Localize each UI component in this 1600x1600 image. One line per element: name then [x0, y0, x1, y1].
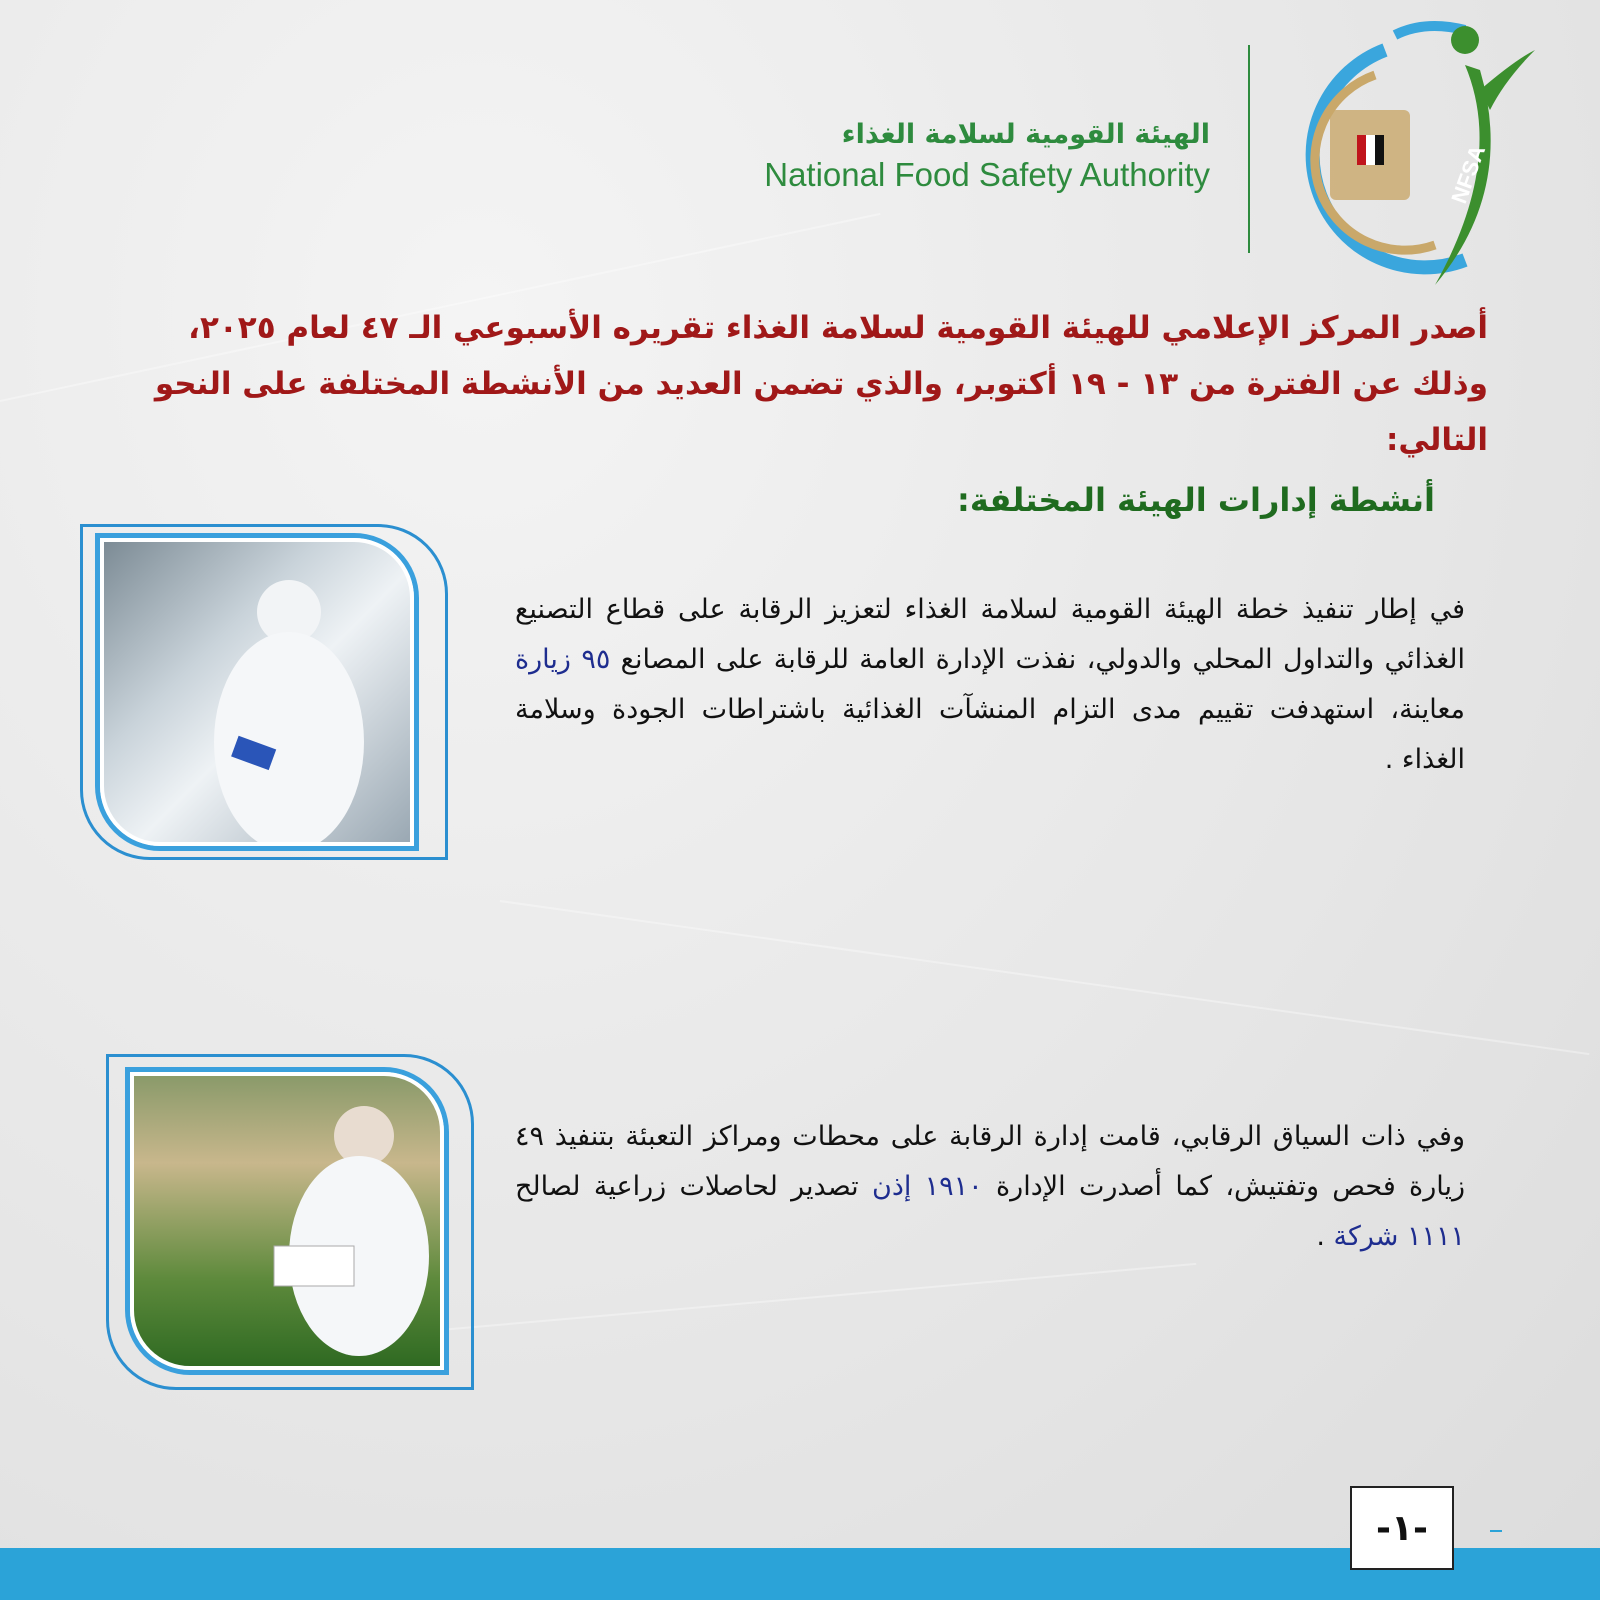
- export-permits-highlight: ١٩١٠ إذن: [871, 1171, 983, 1202]
- section-title: أنشطة إدارات الهيئة المختلفة:: [957, 481, 1435, 519]
- page-number: -١-: [1350, 1486, 1454, 1570]
- companies-count-highlight: ١١١١ شركة: [1333, 1221, 1465, 1252]
- paragraph-factory-inspections: [515, 585, 1465, 785]
- inspector-figure-icon: [104, 542, 410, 842]
- paper-texture: [500, 900, 1590, 1055]
- paragraph2-text: وفي ذات السياق الرقابي، قامت إدارة الرقابة على محطات ومراكز التعبئة بتنفيذ ٤٩ زيارة فحص وتفتيش، كما أصدرت الإدارة: [515, 1121, 1466, 1202]
- intro-text: [48, 300, 1488, 468]
- paragraph1-text-end: معاينة، استهدفت تقييم مدى التزام المنشآت الغذائية باشتراطات الجودة وسلامة الغذاء .: [515, 694, 1465, 775]
- decorative-dash: [1490, 1530, 1502, 1532]
- paragraph1-text: في إطار تنفيذ خطة الهيئة القومية لسلامة الغذاء لتعزيز الرقابة على قطاع التصنيع الغذائي والتداول المحلي والدولي، نفذت الإدارة العامة للرقابة على المصانع: [515, 594, 1465, 675]
- org-name-english: National Food Safety Authority: [764, 156, 1210, 193]
- intro-block: [48, 300, 1488, 524]
- intro-line-2: وذلك عن الفترة من ١٣ - ١٩ أكتوبر، والذي تضمن العديد من الأنشطة المختلفة على النحو التالي:: [154, 366, 1488, 458]
- org-name-block: [764, 118, 1210, 194]
- intro-line-1: أصدر المركز الإعلامي للهيئة القومية لسلامة الغذاء تقريره الأسبوعي الـ ٤٧ لعام ٢٠٢٥،: [188, 310, 1488, 346]
- paragraph2-text-mid: تصدير لحاصلات زراعية لصالح: [515, 1171, 872, 1202]
- visits-count-highlight: ٩٥ زيارة: [515, 644, 611, 675]
- org-name-arabic: الهيئة القومية لسلامة الغذاء: [841, 119, 1210, 150]
- nfsa-logo: [1265, 20, 1575, 290]
- greenhouse-inspector-photo: [130, 1072, 444, 1370]
- header-divider: [1248, 45, 1250, 253]
- paragraph2-text-end: .: [1316, 1221, 1334, 1252]
- factory-inspector-photo: [100, 538, 414, 846]
- inspector-figure-icon: [134, 1076, 440, 1366]
- paragraph-packing-stations: [515, 1112, 1465, 1262]
- svg-text:NFSA: NFSA: [1446, 141, 1491, 207]
